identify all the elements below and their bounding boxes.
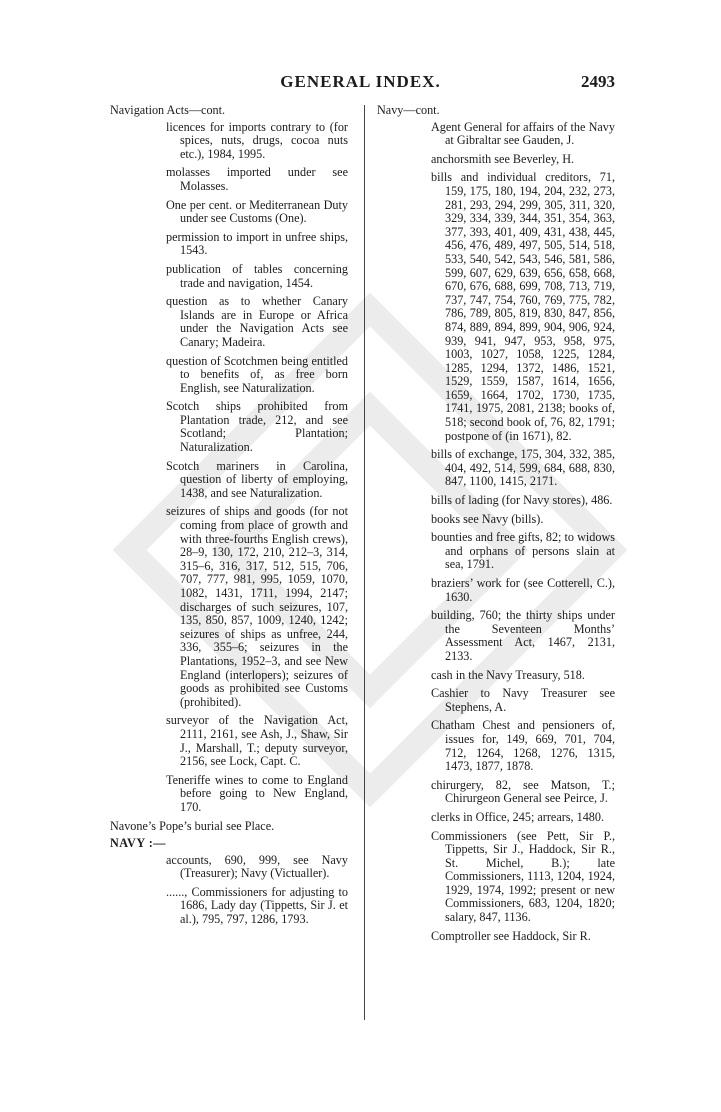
heading-navy: NAVY :— bbox=[110, 836, 166, 851]
index-subentry: Chatham Chest and pensioners of, issues for, 149, 669, 701, 704, 712, 1264, 1268, 1276, 1315, 1473, 1877, 1878. bbox=[431, 718, 615, 774]
index-subentry: question of Scotchmen being entitled to benefits of, as free born English, see Naturalization. bbox=[166, 353, 348, 395]
index-subentry: bills of exchange, 175, 304, 332, 385, 404, 492, 514, 599, 684, 688, 830, 847, 1100, 1415, 2171. bbox=[431, 447, 615, 489]
index-subentry: Comptroller see Haddock, Sir R. bbox=[431, 928, 591, 943]
column-divider bbox=[364, 105, 365, 1020]
left-column bbox=[110, 104, 348, 932]
index-subentry: bills of lading (for Navy stores), 486. bbox=[431, 493, 613, 508]
heading-navy-cont: Navy—cont. bbox=[377, 103, 440, 117]
index-subentry: Teneriffe wines to come to England before going to New England, 170. bbox=[166, 772, 348, 814]
index-subentry: cash in the Navy Treasury, 518. bbox=[431, 667, 585, 682]
index-subentry: ......, Commissioners for adjusting to 1686, Lady day (Tippetts, Sir J. et al.), 795, 797, 1286, 1793. bbox=[166, 884, 348, 927]
index-subentry: building, 760; the thirty ships under the Seventeen Months’ Assessment Act, 1467, 2131, 2133. bbox=[431, 608, 615, 663]
index-subentry: Cashier to Navy Treasurer see Stephens, A. bbox=[431, 686, 615, 714]
index-subentry: permission to import in unfree ships, 1543. bbox=[166, 229, 348, 258]
index-subentry: bills and individual creditors, 71, 159, 175, 180, 194, 204, 232, 273, 281, 293, 294, 299, 305, 311, 320, 329, 334, 339, 344, 351, 354, 363, 377, 393, 401, 409, 431, 438, 445, 456, 476, 489, 497, 505, 514, 518, 533, 540, 542, 543, 546, 581, 586, 599, 607, 629, 639, 656, 658, 668, 670, 676, 688, 699, 708, 713, 719, 737, 747, 754, 760, 769, 775, 782, 786, 789, 805, 819, 830, 847, 856, 874, 889, 894, 899, 904, 906, 924, 939, 941, 947, 953, 958, 975, 1003, 1027, 1058, 1225, 1284, 1285, 1294, 1372, 1486, 1521, 1529, 1559, 1587, 1614, 1656, 1659, 1664, 1702, 1730, 1735, 1741, 1975, 2081, 2138; books of, 518; second book of, 76, 82, 1791; postpone of (in 1671), 82. bbox=[431, 170, 615, 443]
index-subentry: braziers’ work for (see Cotterell, C.), 1630. bbox=[431, 576, 615, 604]
index-entry-navone: Navone’s Pope’s burial see Place. bbox=[110, 818, 275, 833]
index-subentry: Agent General for affairs of the Navy at Gibraltar see Gauden, J. bbox=[431, 119, 615, 148]
index-subentry: seizures of ships and goods (for not coming from place of growth and with three-fourths English crews), 28–9, 130, 172, 210, 212–3, 314, 315–6, 316, 317, 512, 515, 706, 707, 777, 981, 995, 1059, 1070, 1082, 1431, 1711, 1994, 2147; discharges of such seizures, 107, 135, 850, 857, 1009, 1240, 1242; seizures of ships as unfree, 244, 336, 355–6; seizures in the Plantations, 1952–3, and see New England (interlopers); seizures of goods as prohibited see Customs (prohibited). bbox=[166, 504, 348, 709]
index-subentry: Commissioners (see Pett, Sir P., Tippetts, Sir J., Haddock, Sir R., St. Michel, B.); late Commissioners, 1113, 1204, 1924, 1929, 1974, 1992; present or new Commissioners, 683, 1204, 1820; salary, 847, 1136. bbox=[431, 828, 615, 925]
index-subentry: accounts, 690, 999, see Navy (Treasurer); Navy (Victualler). bbox=[166, 852, 348, 881]
page-header-title: GENERAL INDEX. bbox=[280, 72, 441, 91]
index-subentry: Scotch ships prohibited from Plantation trade, 212, and see Scotland; Plantation; Naturalization. bbox=[166, 399, 348, 455]
index-subentry: publication of tables concerning trade and navigation, 1454. bbox=[166, 261, 348, 290]
heading-navigation-acts: Navigation Acts—cont. bbox=[110, 103, 226, 117]
index-subentry: bounties and free gifts, 82; to widows and orphans of persons slain at sea, 1791. bbox=[431, 530, 615, 572]
index-subentry: One per cent. or Mediterranean Duty under see Customs (One). bbox=[166, 197, 348, 226]
page-number: 2493 bbox=[581, 72, 615, 91]
index-subentry: licences for imports contrary to (for spices, nuts, drugs, cocoa nuts etc.), 1984, 1995. bbox=[166, 119, 348, 161]
index-subentry: question as to whether Canary Islands are in Europe or Africa under the Navigation Acts see Canary; Madeira. bbox=[166, 294, 348, 349]
index-subentry: surveyor of the Navigation Act, 2111, 2161, see Ash, J., Shaw, Sir J., Marshall, T.; deputy surveyor, 2156, see Lock, Capt. C. bbox=[166, 713, 348, 769]
index-subentry: books see Navy (bills). bbox=[431, 511, 544, 526]
index-subentry: chirurgery, 82, see Matson, T.; Chirurgeon General see Peirce, J. bbox=[431, 777, 615, 806]
index-subentry: molasses imported under see Molasses. bbox=[166, 165, 348, 193]
index-subentry: anchorsmith see Beverley, H. bbox=[431, 151, 575, 166]
index-subentry: Scotch mariners in Carolina, question of liberty of employing, 1438, and see Naturalization. bbox=[166, 458, 348, 500]
right-column bbox=[377, 104, 615, 948]
index-subentry: clerks in Office, 245; arrears, 1480. bbox=[431, 809, 605, 824]
